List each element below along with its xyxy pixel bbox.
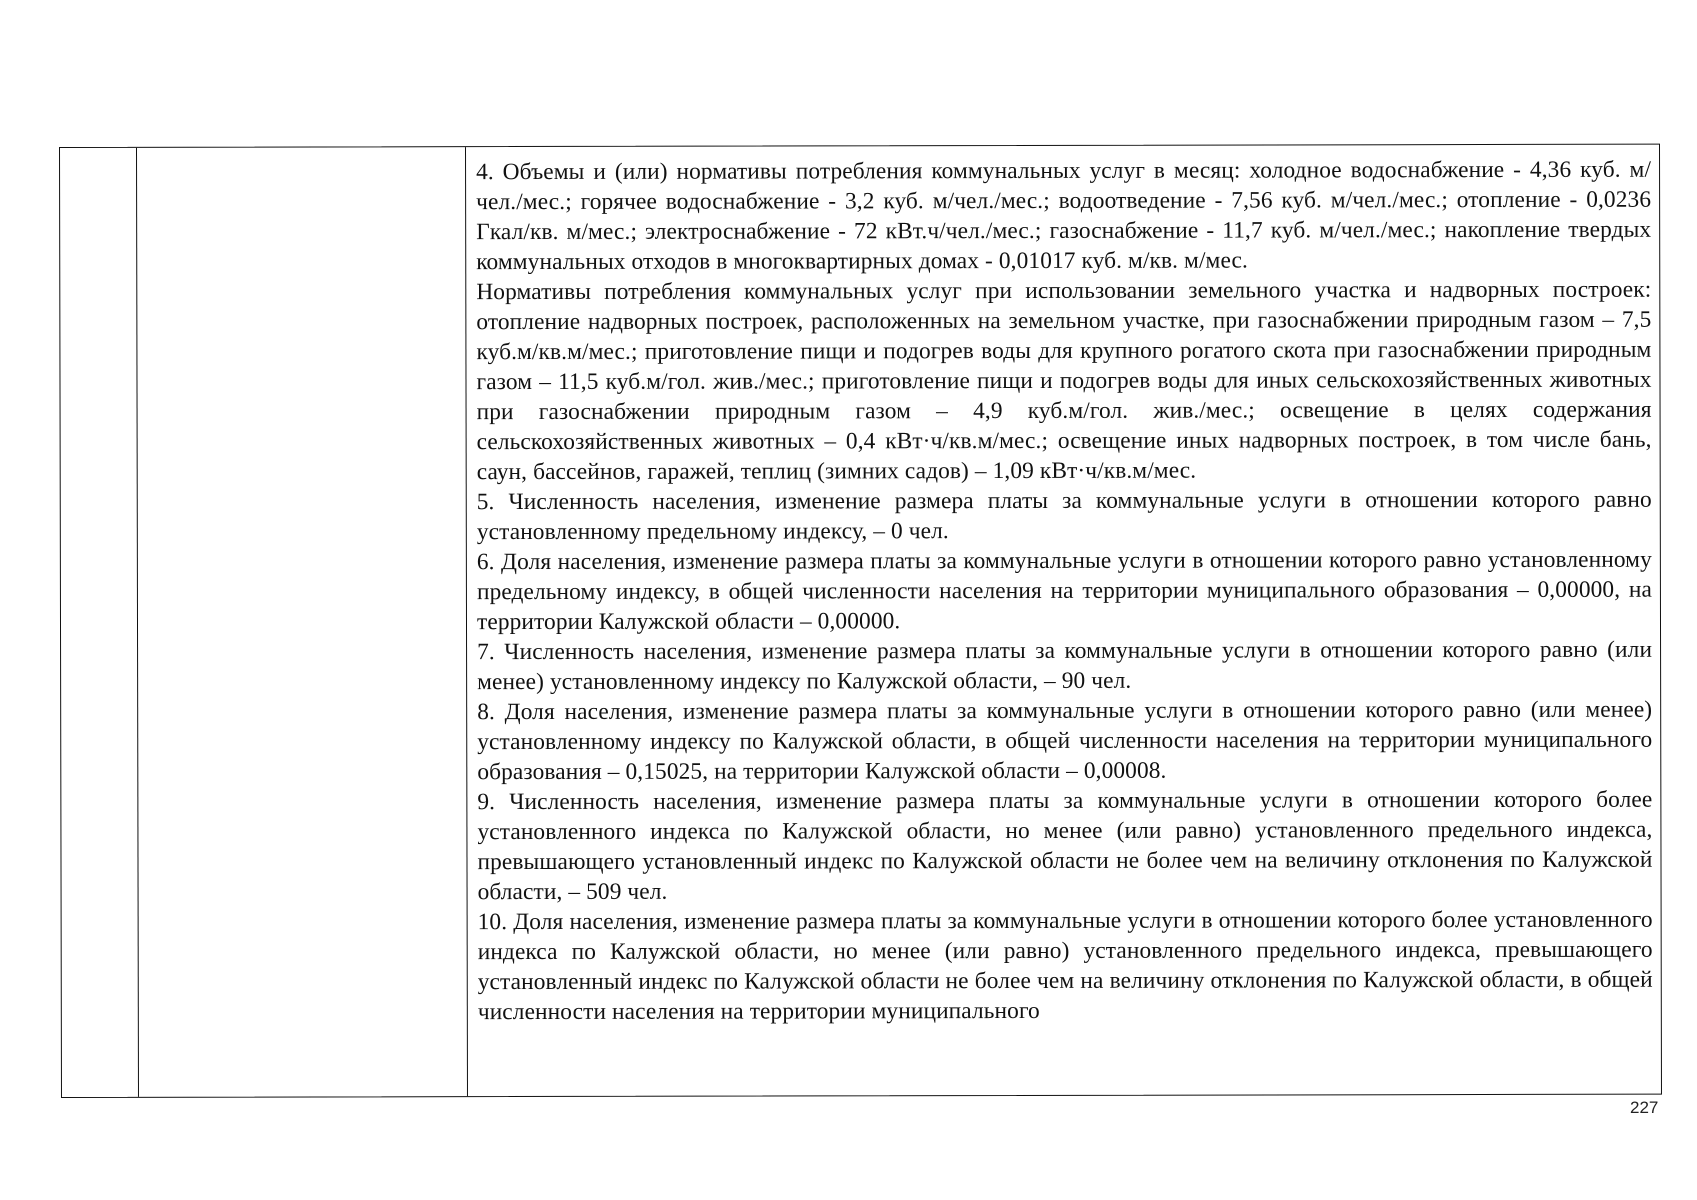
document-table [59, 144, 1662, 1098]
paragraph-land-norms: Нормативы потребления коммунальных услуг при использовании земельного участка и надворных построек: отопление надворных построек, расположенных на земельном участке, при газоснабжении природным газом – 7,5 куб.м/кв.м/мес.; приготовление пищи и подогрев воды для крупного рогатого скота при газоснабжении природным газом – 11,5 куб.м/гол. жив./мес.; приготовление пищи и подогрев воды для иных сельскохозяйственных животных при газоснабжении природным газом – 4,9 куб.м/гол. жив./мес.; освещение в целях содержания сельскохозяйственных животных – 0,4 кВт·ч/кв.м/мес.; освещение иных надворных построек, в том числе бань, саун, бассейнов, гаражей, теплиц (зимних садов) – 1,09 кВт·ч/кв.м/мес. [476, 276, 1652, 486]
paragraph-item-5: 5. Численность населения, изменение размера платы за коммунальные услуги в отношении которого равно установленному предельному индексу, – 0 чел. [476, 486, 1652, 546]
page-number: 227 [1630, 1098, 1659, 1117]
paragraph-item-9: 9. Численность населения, изменение размера платы за коммунальные услуги в отношении которого более установленного индекса по Калужской области, но менее (или равно) установленного предельного индекса, превышающего установленный индекс по Калужской области не более чем на величину отклонения по Калужской области, – 509 чел. [477, 786, 1653, 906]
paragraph-item-7: 7. Численность населения, изменение размера платы за коммунальные услуги в отношении которого равно (или менее) установленному индексу по Калужской области, – 90 чел. [477, 636, 1653, 696]
paragraph-item-4: 4. Объемы и (или) нормативы потребления коммунальных услуг в месяц: холодное водоснабжение - 4,36 куб. м/чел./мес.; горячее водоснабжение - 3,2 куб. м/чел./мес.; водоотведение - 7,56 куб. м/чел./мес.; отопление - 0,0236 Гкал/кв. м/мес.; электроснабжение - 72 кВт.ч/чел./мес.; газоснабжение - 11,7 куб. м/чел./мес.; накопление твердых коммунальных отходов в многоквартирных домах - 0,01017 куб. м/кв. м/мес. [476, 156, 1652, 276]
table-column-number [60, 148, 139, 1097]
paragraph-item-6: 6. Доля населения, изменение размера платы за коммунальные услуги в отношении которого равно установленному предельному индексу, в общей численности населения на территории муниципального образования – 0,00000, на территории Калужской области – 0,00000. [476, 546, 1652, 636]
table-column-name [137, 147, 468, 1097]
paragraph-item-8: 8. Доля населения, изменение размера платы за коммунальные услуги в отношении которого равно (или менее) установленному индексу по Калужской области, в общей численности населения на территории муниципального образования – 0,15025, на территории Калужской области – 0,00008. [477, 696, 1653, 786]
table-column-content [466, 145, 1661, 1096]
paragraph-item-10: 10. Доля населения, изменение размера платы за коммунальные услуги в отношении которого более установленного индекса по Калужской области, но менее (или равно) установленного предельного индекса, превышающего установленный индекс по Калужской области не более чем на величину отклонения по Калужской области, в общей численности населения на территории муниципального [477, 906, 1653, 1026]
